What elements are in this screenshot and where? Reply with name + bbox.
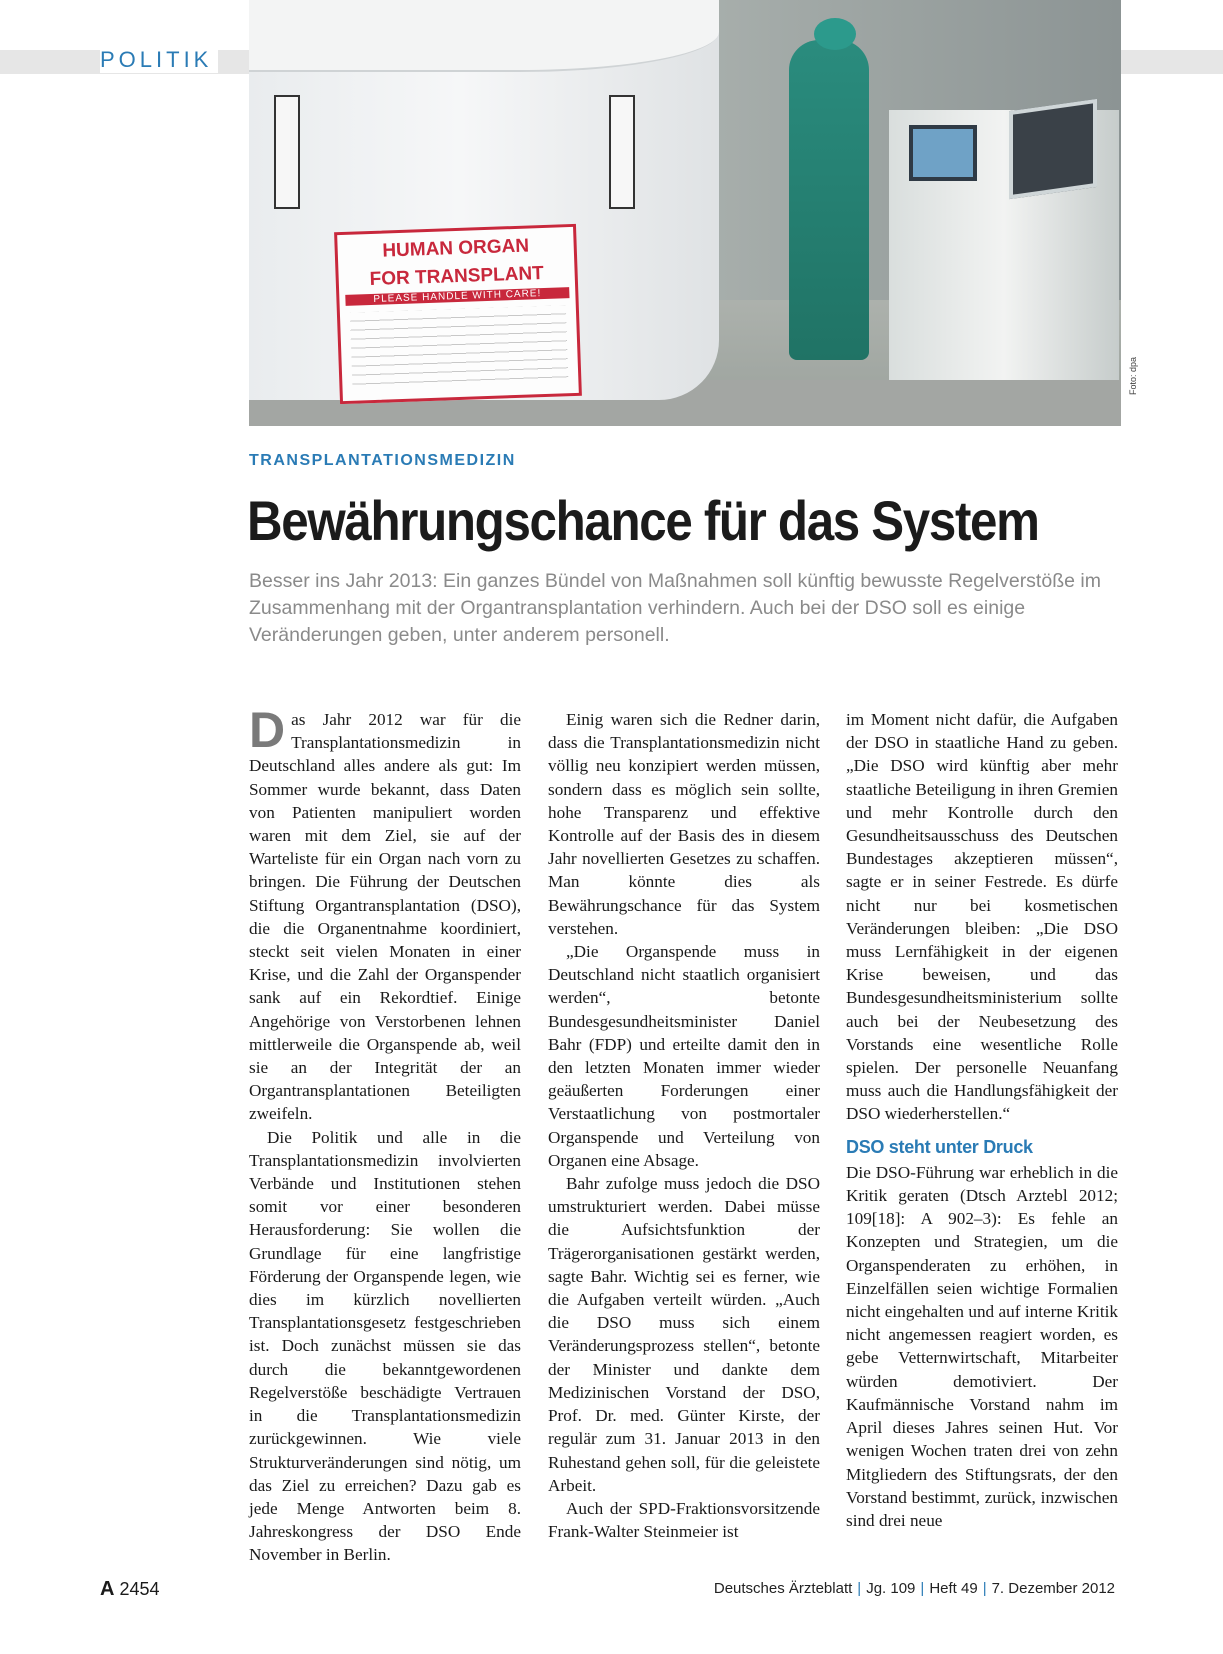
paragraph: Einig waren sich die Redner darin, dass die Transplantationsmedizin nicht völlig neu konzipiert werden müssen, sondern dass es möglich sein sollte, hohe Transparenz und effektive Kontrolle auf der Basis des in diesem Jahr novellierten Gesetzes zu schaffen. Man könnte dies als Bewährungschance für das System verstehen. bbox=[548, 710, 820, 938]
article-title: Bewährungschance für das System bbox=[247, 489, 1039, 552]
article-lead: Besser ins Jahr 2013: Ein ganzes Bündel von Maßnahmen soll künftig bewusste Regelverstöße im Zusammenhang mit der Organtransplantation verhindern. Auch bei der DSO soll es einige Veränderungen geben, unter anderem personell. bbox=[249, 570, 1101, 646]
subheading: DSO steht unter Druck bbox=[846, 1136, 1033, 1157]
paragraph: „Die Organspende muss in Deutschland nicht staatlich organisiert werden“, betonte Bundesgesundheitsminister Daniel Bahr (FDP) und erteilte damit den in den letzten Monaten immer wieder geäußerten Forderungen einer Verstaatlichung von postmortaler Organspende und Verteilung von Organen eine Absage. bbox=[548, 942, 820, 1170]
photo-credit: Foto: dpa bbox=[1128, 356, 1138, 395]
organ-label bbox=[334, 224, 582, 404]
page-number: 2454 bbox=[119, 1579, 160, 1599]
journal-volume: Jg. 109 bbox=[866, 1580, 916, 1597]
column-1 bbox=[249, 702, 521, 1567]
organ-label-line2: FOR TRANSPLANT bbox=[369, 262, 545, 291]
column-3 bbox=[846, 708, 1118, 1532]
page-prefix: A bbox=[100, 1578, 115, 1600]
journal-footer bbox=[714, 1580, 1115, 1597]
footer-separator: | bbox=[982, 1580, 987, 1597]
journal-date: 7. Dezember 2012 bbox=[991, 1580, 1115, 1597]
machine-screen bbox=[909, 125, 977, 181]
paragraph: im Moment nicht dafür, die Aufgaben der DSO in staatliche Hand zu geben. „Die DSO wird künftig aber mehr staatliche Beteiligung in ihren Gremien und mehr Kontrolle durch den Gesundheitsausschuss des Deutschen Bundestages akzeptieren müssen“, sagte er in seiner Festrede. Es dürfe nicht nur bei kosmetischen Veränderungen bleiben: „Die DSO muss Lernfähigkeit in der eigenen Krise beweisen, und das Bundesgesundheitsministerium sollte auch bei der Neubesetzung des Vorstands eine wesentliche Rolle spielen. Der personelle Neuanfang muss auch die Handlungsfähigkeit der DSO wiederherstellen.“ bbox=[846, 710, 1118, 1124]
footer-separator: | bbox=[857, 1580, 862, 1597]
surgeon-cap bbox=[814, 18, 856, 50]
monitor bbox=[1009, 99, 1097, 199]
paragraph: Die DSO-Führung war erheblich in die Kritik geraten (Dtsch Arztebl 2012; 109[18]: A 902–3): Es fehle an Konzepten und Strategien, um die Organspenderaten zu erhöhen, in Einzelfällen seien wichtige Formalien nicht eingehalten und auf interne Kritik nicht angemessen reagiert worden, es gebe Vetternwirtschaft, Mitarbeiter würden demotiviert. Der Kaufmännische Vorstand nahm im April dieses Jahres seinen Hut. Vor wenigen Wochen traten drei von zehn Mitgliedern des Stiftungsrats, der den Vorstand bestimmt, zurück, inzwischen sind drei neue bbox=[846, 1162, 1118, 1530]
article-photo bbox=[249, 0, 1121, 426]
article-kicker: TRANSPLANTATIONSMEDIZIN bbox=[249, 452, 516, 469]
paragraph: Die Politik und alle in die Transplantationsmedizin involvierten Verbände und Institutionen stehen somit vor einer besonderen Herausforderung: Sie wollen die Grundlage für eine langfristige Förderung der Organspende legen, wie dies im kürzlich novellierten Transplantationsgesetz festgeschrieben ist. Doch zunächst müssen sie das durch die bekanntgewordenen Regelverstöße beschädigte Vertrauen in die Transplantationsmedizin zurückgewinnen. Wie viele Strukturveränderungen sind nötig, um das Ziel zu erreichen? Dazu gab es jede Menge Antworten beim 8. Jahreskongress der DSO Ende November in Berlin. bbox=[249, 1127, 521, 1565]
organ-label-form-lines bbox=[350, 305, 569, 390]
paragraph-text: as Jahr 2012 war für die Transplantationsmedizin in Deutschland alles andere als gut: Im Sommer wurde bekannt, dass Daten von Patienten manipuliert worden waren mit dem Ziel, sie auf der Warteliste für ein Organ nach vorn zu bringen. Die Führung der Deutschen Stiftung Organtransplantation (DSO), die die Organentnahme koordiniert, steckt seit vielen Monaten in einer Krise, und die Zahl der Organspender sank auf ein Rekordtief. Einige Angehörige von Verstorbenen lehnen mittlerweile die Organspende ab, weil sie an der Integrität der an Organtransplantationen Beteiligten zweifeln. bbox=[249, 710, 521, 1124]
paragraph bbox=[249, 702, 521, 1126]
box-strap bbox=[609, 95, 635, 209]
paragraph: Auch der SPD-Fraktionsvorsitzende Frank-Walter Steinmeier ist bbox=[548, 1498, 820, 1542]
journal-issue: Heft 49 bbox=[929, 1580, 978, 1597]
transport-box bbox=[249, 0, 719, 400]
paragraph: Bahr zufolge muss jedoch die DSO umstrukturiert werden. Dabei müsse die Aufsichtsfunktion der Trägerorganisationen gestärkt werden, sagte Bahr. Wichtig sei es ferner, wie die Aufgaben verteilt würden. „Auch die DSO muss sich einem Veränderungsprozess stellen“, betonte der Minister und dankte dem Medizinischen Vorstand der DSO, Prof. Dr. med. Günter Kirste, der regulär zum 31. Januar 2013 in den Ruhestand gehen soll, für die geleistete Arbeit. bbox=[548, 1174, 820, 1495]
organ-label-handle: PLEASE HANDLE WITH CARE! bbox=[345, 287, 569, 306]
box-strap bbox=[274, 95, 300, 209]
page-folio bbox=[100, 1578, 160, 1601]
journal-name: Deutsches Ärzteblatt bbox=[713, 1580, 853, 1597]
footer-separator: | bbox=[920, 1580, 925, 1597]
dropcap: D bbox=[249, 702, 286, 758]
section-label: POLITIK bbox=[100, 47, 218, 73]
organ-label-line1: HUMAN ORGAN bbox=[382, 235, 530, 262]
surgeon bbox=[789, 40, 869, 360]
box-lid bbox=[249, 0, 719, 72]
column-2 bbox=[548, 708, 820, 1543]
